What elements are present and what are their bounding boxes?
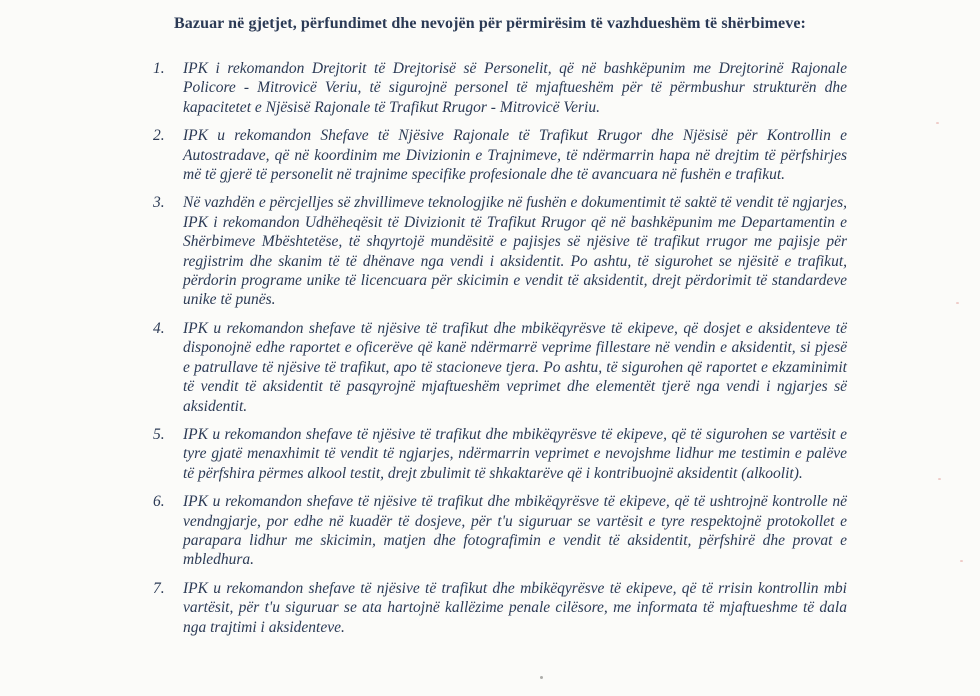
scan-speck xyxy=(936,122,939,124)
list-item xyxy=(153,425,847,483)
list-item-number: 4. xyxy=(153,319,165,337)
list-item-text: Në vazhdën e përcjelljes së zhvillimeve teknologjike në fushën e dokumentimit të saktë të vendit të ngjarjes, IPK i rekomandon Udhëheqësit të Divizionit të Trafikut Rrugor që në bashkëpunim me Departamentin e Shërbimeve Mbështetëse, të shqyrtojë mundësitë e pajisjes së njësive të trafikut rrugor me pajisje për regjistrim dhe skanim të të dhënave nga vendi i aksidentit. Po ashtu, të sigurohet se njësitë e trafikut, përdorin programe unike të licencuara për skicimin e vendit të aksidentit, drejt përdorimit të standardeve unike të punës. xyxy=(183,194,847,309)
list-item xyxy=(153,319,847,416)
document-heading: Bazuar në gjetjet, përfundimet dhe nevojën për përmirësim të vazhdueshëm të shërbimeve: xyxy=(174,15,806,32)
list-item-number: 6. xyxy=(153,493,165,511)
list-item xyxy=(153,492,847,570)
scan-speck xyxy=(938,478,941,480)
list-item-text: IPK u rekomandon shefave të njësive të trafikut dhe mbikëqyrësve të ekipeve, që të ushtrojnë kontrolle në vendngjarje, por edhe në kuadër të dosjeve, për t'u siguruar se vartësit e tyre respektojnë protokollet e parapara lidhur me skicimin, matjen dhe fotografimin e vendit të aksidentit, përfshirë dhe provat e mbledhura. xyxy=(183,493,847,569)
scan-speck xyxy=(956,302,959,304)
scan-speck xyxy=(540,676,543,679)
recommendations-list xyxy=(153,59,847,637)
list-item xyxy=(153,59,847,117)
list-item-number: 7. xyxy=(153,579,165,597)
list-item-text: IPK i rekomandon Drejtorit të Drejtorisë së Personelit, që në bashkëpunim me Drejtorinë Rajonale Policore - Mitrovicë Veriu, të sigurojnë personel të mjaftueshëm për të përmbushur strukturën dhe kapacitetet e Njësisë Rajonale të Trafikut Rrugor - Mitrovicë Veriu. xyxy=(183,60,847,116)
list-item xyxy=(153,126,847,184)
list-item xyxy=(153,193,847,309)
scan-speck xyxy=(960,560,963,562)
list-item-number: 1. xyxy=(153,60,165,77)
list-item-text: IPK u rekomandon shefave të njësive të trafikut dhe mbikëqyrësve të ekipeve, që të rrisin kontrollin mbi vartësit, për t'u siguruar se ata hartojnë kallëzime penale cilësore, me informata të mjaftueshme të dala nga trajtimi i aksidenteve. xyxy=(183,579,847,636)
list-item-text: IPK u rekomandon shefave të njësive të trafikut dhe mbikëqyrësve të ekipeve, që dosjet e aksidenteve të disponojnë edhe raportet e oficerëve që kanë ndërmarrë veprime fillestare në vendin e aksidentit, si pjesë e patrullave të njësive të trafikut, apo të stacioneve tjera. Po ashtu, të sigurohen që raportet e ekzaminimit të vendit të aksidentit të pasqyrojnë mjaftueshëm veprimet dhe elementët tjerë nga vendi i ngjarjes së aksidentit. xyxy=(183,319,847,415)
list-item-number: 3. xyxy=(153,194,165,212)
list-item-number: 2. xyxy=(153,127,165,145)
list-item-text: IPK u rekomandon shefave të njësive të trafikut dhe mbikëqyrësve të ekipeve, që të sigurohen se vartësit e tyre gjatë menaxhimit të vendit të ngjarjes, ndërmarrin veprimet e nevojshme lidhur me testimin e palëve të përfshira përmes alkool testit, drejt zbulimit të shkaktarëve që i kontribuojnë aksidentit (alkoolit). xyxy=(183,425,847,482)
list-item-number: 5. xyxy=(153,425,165,443)
list-item-text: IPK u rekomandon Shefave të Njësive Rajonale të Trafikut Rrugor dhe Njësisë për Kontrollin e Autostradave, që në koordinim me Divizionin e Trajnimeve, të ndërmarrin hapa në drejtim të përfshirjes më të gjerë të personelit në trajnime specifike profesionale dhe të avancuara në fushën e trafikut. xyxy=(183,127,847,184)
list-item xyxy=(153,579,847,637)
